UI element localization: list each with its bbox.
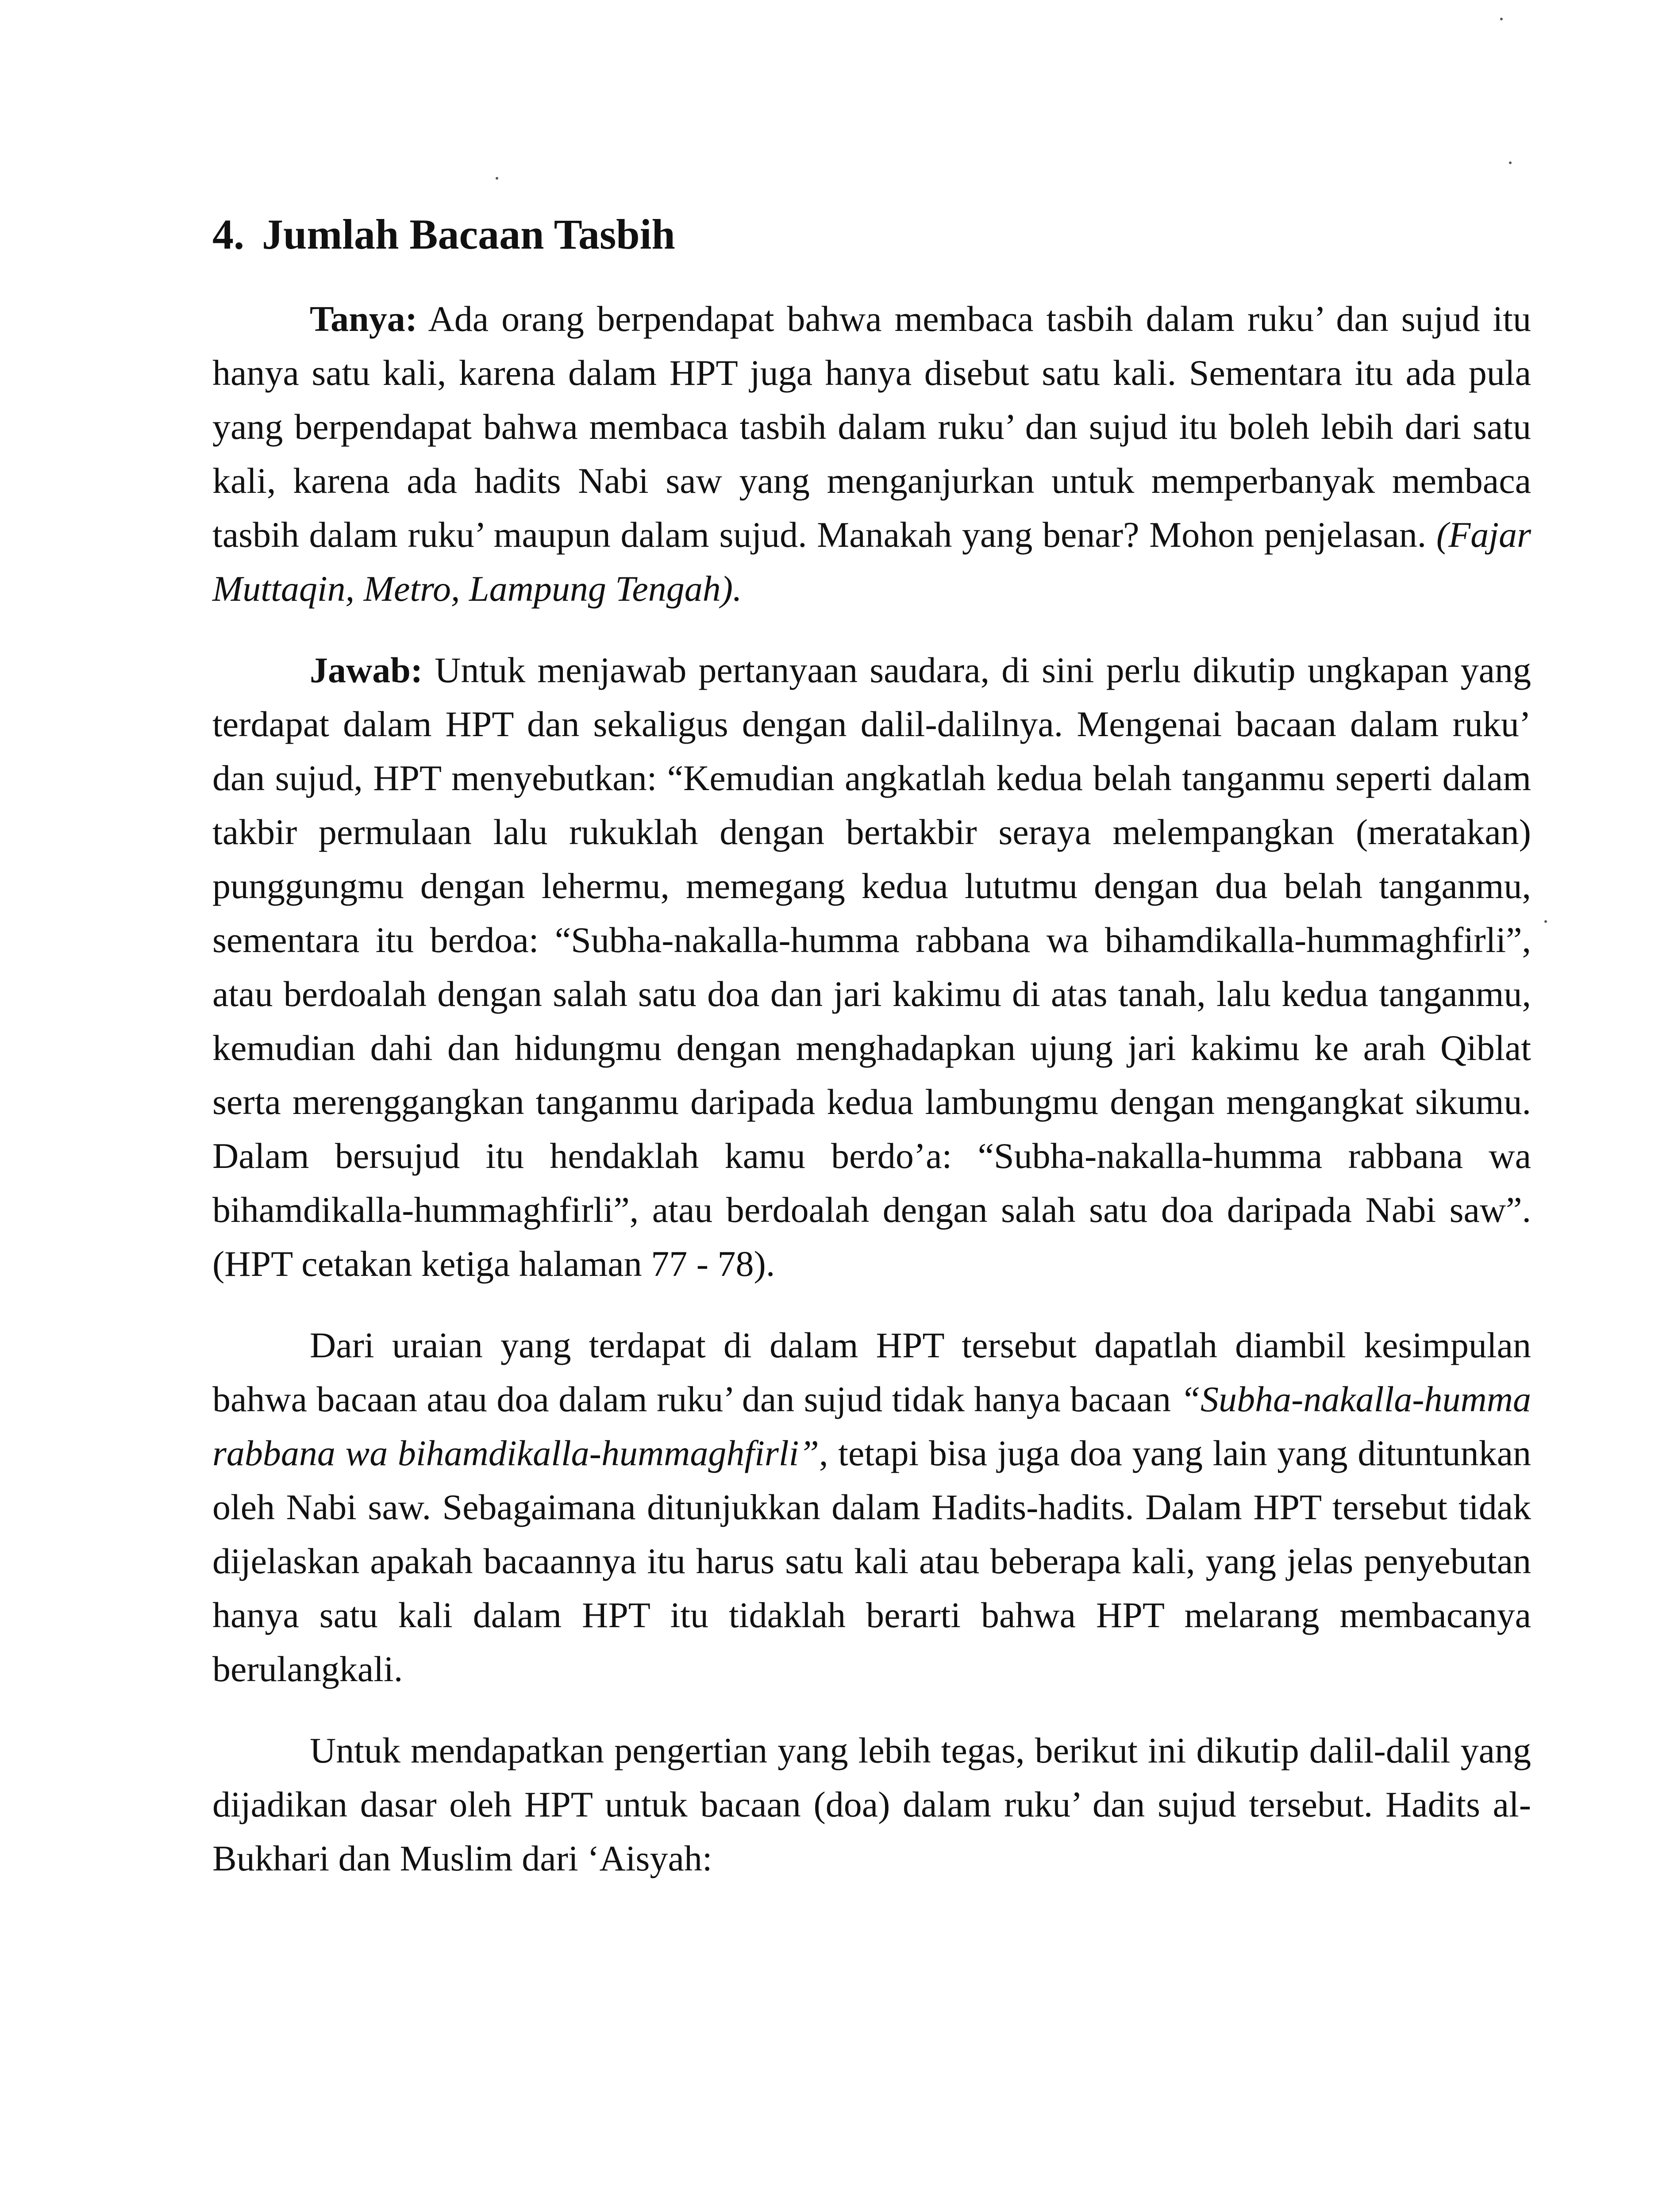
scan-speck xyxy=(1500,18,1503,20)
conclusion-italic-quote: “Subha-nakalla-humma rabbana wa bihamdikalla-hummaghfirli” xyxy=(212,1379,1531,1473)
conclusion-text-before: Dari uraian yang terdapat di dalam HPT tersebut dapatlah diambil kesimpulan bahwa bacaan atau doa dalam ruku’ dan sujud tidak hanya bacaan xyxy=(212,1325,1531,1419)
section-number: 4. xyxy=(212,211,244,258)
question-label: Tanya: xyxy=(310,299,418,339)
dalil-intro-text: Untuk mendapatkan pengertian yang lebih tegas, berikut ini dikutip dalil-dalil yang dijadikan dasar oleh HPT untuk bacaan (doa) dalam ruku’ dan sujud tersebut. Hadits al-Bukhari dan Muslim dari ‘Aisyah: xyxy=(212,1730,1531,1878)
section-title: Jumlah Bacaan Tasbih xyxy=(262,211,675,258)
page-content xyxy=(212,208,1531,1913)
conclusion-paragraph xyxy=(212,1318,1531,1696)
answer-text: Untuk menjawab pertanyaan saudara, di sini perlu dikutip ungkapan yang terdapat dalam HPT dan sekaligus dengan dalil-dalilnya. Mengenai bacaan dalam ruku’ dan sujud, HPT menyebutkan: “Kemudian angkatlah kedua belah tanganmu seperti dalam takbir permulaan lalu rukuklah dengan bertakbir seraya melempangkan (meratakan) punggungmu dengan lehermu, memegang kedua lututmu dengan dua belah tanganmu, sementara itu berdoa: “Subha-nakalla-humma rabbana wa bihamdikalla-hummaghfirli”, atau berdoalah dengan salah satu doa dan jari kakimu di atas tanah, lalu kedua tanganmu, kemudian dahi dan hidungmu dengan menghadapkan ujung jari kakimu ke arah Qiblat serta merenggangkan tanganmu daripada kedua lambungmu dengan mengangkat sikumu. Dalam bersujud itu hendaklah kamu berdo’a: “Subha-nakalla-humma rabbana wa bihamdikalla-hummaghfirli”, atau berdoalah dengan salah satu doa daripada Nabi saw”. (HPT cetakan ketiga halaman 77 - 78). xyxy=(212,650,1531,1284)
question-author: (Fajar Muttaqin, Metro, Lampung Tengah). xyxy=(212,515,1531,609)
scan-speck xyxy=(496,177,498,180)
conclusion-text-after: , tetapi bisa juga doa yang lain yang dituntunkan oleh Nabi saw. Sebagaimana ditunjukkan dalam Hadits-hadits. Dalam HPT tersebut tidak dijelaskan apakah bacaannya itu harus satu kali atau beberapa kali, yang jelas penyebutan hanya satu kali dalam HPT itu tidaklah berarti bahwa HPT melarang membacanya berulangkali. xyxy=(212,1433,1531,1689)
scan-speck xyxy=(1544,920,1547,923)
question-text: Ada orang berpendapat bahwa membaca tasbih dalam ruku’ dan sujud itu hanya satu kali, karena dalam HPT juga hanya disebut satu kali. Sementara itu ada pula yang berpendapat bahwa membaca tasbih dalam ruku’ dan sujud itu boleh lebih dari satu kali, karena ada hadits Nabi saw yang menganjurkan untuk memperbanyak membaca tasbih dalam ruku’ maupun dalam sujud. Manakah yang benar? Mohon penjelasan. xyxy=(212,299,1531,555)
question-paragraph xyxy=(212,292,1531,616)
dalil-intro-paragraph xyxy=(212,1724,1531,1886)
answer-label: Jawab: xyxy=(310,650,423,690)
answer-paragraph xyxy=(212,643,1531,1291)
scan-speck xyxy=(1509,161,1512,164)
section-heading xyxy=(212,208,1531,261)
